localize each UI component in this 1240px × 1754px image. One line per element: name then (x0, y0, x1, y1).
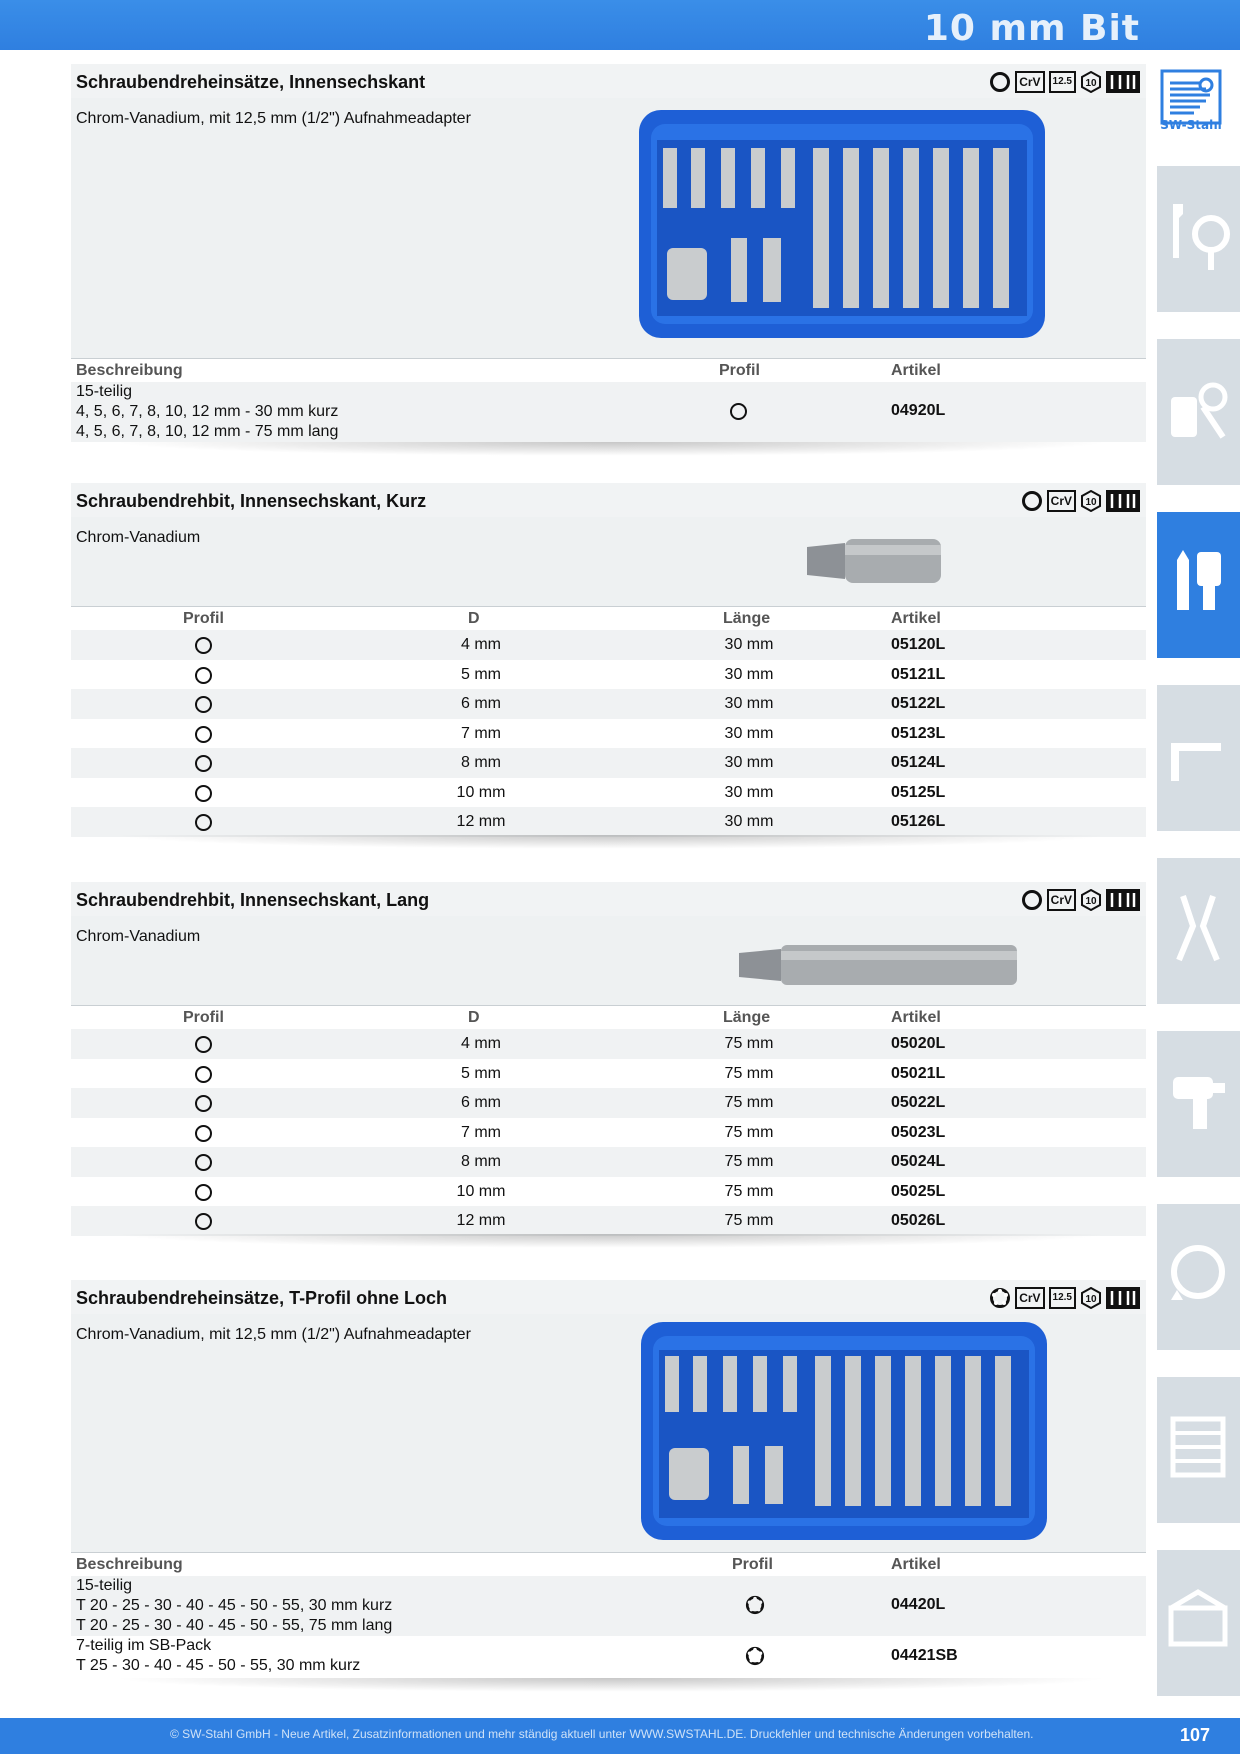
torx-profile-icon (745, 1595, 765, 1615)
tools-icon (1106, 1287, 1140, 1309)
long-bit-photo (737, 943, 1021, 987)
table-row (71, 1088, 1146, 1118)
table-header (71, 1005, 1146, 1029)
sidebar-tab-torque[interactable] (1157, 1204, 1240, 1350)
article-number: 05020L (891, 1035, 946, 1052)
row-description-line: T 25 - 30 - 40 - 45 - 50 - 55, 30 mm kurz (76, 1657, 361, 1674)
diameter-cell: 7 mm (461, 1123, 501, 1141)
hex-profile-icon (1021, 889, 1043, 911)
diameter-cell: 12 mm (456, 813, 506, 830)
hex-profile-icon (195, 1184, 212, 1201)
page-number: 107 (1179, 1725, 1210, 1745)
table-row (71, 1576, 1146, 1636)
section-description: Chrom-Vanadium (76, 928, 201, 945)
drive-size-icon: 12.5 (1049, 71, 1076, 93)
diameter-cell: 12 mm (456, 1212, 506, 1229)
diameter-cell: 5 mm (461, 1064, 501, 1082)
sidebar-tab-bits[interactable] (1157, 512, 1240, 658)
section-shadow (111, 1678, 1111, 1692)
hex-profile-icon (195, 696, 212, 713)
feature-icons (989, 70, 1140, 94)
length-cell: 75 mm (724, 1035, 774, 1052)
diameter-cell: 6 mm (461, 1094, 501, 1111)
diameter-cell: 10 mm (456, 783, 506, 801)
column-header-length: Länge (723, 610, 771, 627)
table-header (71, 358, 1146, 382)
section-hex-bit-long (71, 882, 1146, 1242)
row-description-line: T 20 - 25 - 30 - 40 - 45 - 50 - 55, 75 mm lang (76, 1617, 393, 1634)
section-body (71, 517, 1146, 606)
socket-icon (1163, 367, 1233, 447)
hex-profile-icon (195, 1213, 212, 1230)
column-header-length: Länge (723, 1009, 771, 1026)
section-header (71, 882, 1146, 916)
length-cell: 75 mm (724, 1153, 774, 1170)
diameter-cell: 4 mm (461, 1035, 501, 1052)
section-shadow (111, 835, 1111, 849)
table-row (71, 382, 1146, 442)
article-number: 05120L (891, 636, 946, 653)
hex-profile-icon (195, 785, 212, 802)
article-number: 05025L (891, 1182, 946, 1200)
row-description-line: 15-teilig (76, 1577, 133, 1594)
section-description: Chrom-Vanadium (76, 529, 201, 546)
row-description-line: 4, 5, 6, 7, 8, 10, 12 mm - 30 mm kurz (76, 403, 339, 420)
hex-profile-icon (195, 755, 212, 772)
table-row (71, 1118, 1146, 1148)
hex-profile-icon (730, 403, 747, 420)
section-body (71, 916, 1146, 1005)
sidebar-tab-sockets[interactable] (1157, 339, 1240, 485)
impact-wrench-icon (1163, 1059, 1233, 1139)
table-row (71, 1177, 1146, 1207)
pliers-icon (1163, 886, 1233, 966)
section-torx-socket-set (71, 1280, 1146, 1700)
column-header-profile: Profil (719, 362, 760, 379)
section-description: Chrom-Vanadium, mit 12,5 mm (1/2") Aufnahmeadapter (76, 110, 471, 127)
length-cell: 75 mm (724, 1064, 774, 1082)
length-cell: 30 mm (724, 636, 774, 653)
table-row (71, 689, 1146, 719)
hex-profile-icon (1021, 490, 1043, 512)
tools-icon (1106, 490, 1140, 512)
article-number: 04421SB (891, 1647, 958, 1664)
table-row (71, 1029, 1146, 1059)
table-row (71, 1636, 1146, 1678)
table-row (71, 1206, 1146, 1236)
sidebar-tab-keys[interactable] (1157, 685, 1240, 831)
hex-profile-icon (195, 1154, 212, 1171)
table-row (71, 1147, 1146, 1177)
tools-icon (1106, 889, 1140, 911)
torx-profile-icon (745, 1646, 765, 1666)
table-row (71, 660, 1146, 690)
row-description-line: T 20 - 25 - 30 - 40 - 45 - 50 - 55, 30 mm kurz (76, 1597, 393, 1614)
article-number: 05125L (891, 783, 946, 801)
diameter-cell: 7 mm (461, 724, 501, 742)
column-header-article: Artikel (891, 1009, 941, 1026)
column-header-d: D (468, 1009, 480, 1026)
length-cell: 30 mm (724, 724, 774, 742)
section-header (71, 1280, 1146, 1314)
article-number: 05121L (891, 665, 946, 683)
section-title: Schraubendreheinsätze, T-Profil ohne Loch (76, 1288, 448, 1308)
size-10-icon (1080, 490, 1102, 512)
hex-profile-icon (195, 814, 212, 831)
article-number: 05022L (891, 1094, 946, 1111)
feature-icons (1021, 489, 1140, 513)
diameter-cell: 8 mm (461, 1153, 501, 1170)
column-header-profile: Profil (183, 610, 224, 627)
drive-size-icon: 12.5 (1049, 1287, 1076, 1309)
torx-profile-icon (989, 1287, 1011, 1309)
section-hex-bit-short (71, 483, 1146, 843)
column-header-article: Artikel (891, 362, 941, 379)
section-description: Chrom-Vanadium, mit 12,5 mm (1/2") Aufnahmeadapter (76, 1326, 471, 1343)
crv-icon: CrV (1047, 889, 1076, 911)
diameter-cell: 5 mm (461, 665, 501, 683)
length-cell: 30 mm (724, 783, 774, 801)
hex-profile-icon (195, 1095, 212, 1112)
hex-key-icon (1163, 713, 1233, 793)
row-description-line: 15-teilig (76, 383, 133, 400)
table-header (71, 606, 1146, 630)
hex-profile-icon (195, 1125, 212, 1142)
column-header-profile: Profil (732, 1556, 773, 1573)
column-header-article: Artikel (891, 1556, 941, 1573)
footer (0, 1718, 1240, 1754)
column-header-d: D (468, 610, 480, 627)
sidebar-tab-hand-tools[interactable] (1157, 166, 1240, 312)
length-cell: 75 mm (724, 1123, 774, 1141)
table-row (71, 778, 1146, 808)
crv-icon: CrV (1015, 71, 1044, 93)
column-header-article: Artikel (891, 610, 941, 627)
svg-text:10: 10 (1085, 78, 1097, 89)
footer-copyright: © SW-Stahl GmbH - Neue Artikel, Zusatzinformationen und mehr ständig aktuell unter WWW.SWSTAHL.DE. Druckfehler und technische Änderungen vorbehalten. (170, 1727, 1034, 1741)
section-shadow (111, 442, 1111, 456)
svg-text:10: 10 (1085, 896, 1097, 907)
article-number: 05023L (891, 1123, 946, 1141)
section-hex-socket-set (71, 64, 1146, 454)
length-cell: 75 mm (724, 1212, 774, 1229)
length-cell: 30 mm (724, 813, 774, 830)
article-number: 04920L (891, 402, 946, 419)
length-cell: 75 mm (724, 1094, 774, 1111)
section-title: Schraubendreheinsätze, Innensechskant (76, 72, 426, 92)
section-header (71, 483, 1146, 517)
article-number: 05122L (891, 695, 946, 712)
crv-icon: CrV (1047, 490, 1076, 512)
tool-cabinet-icon (1163, 1405, 1233, 1485)
sidebar-tab-pliers[interactable] (1157, 858, 1240, 1004)
svg-text:10: 10 (1085, 497, 1097, 508)
section-title: Schraubendrehbit, Innensechskant, Lang (76, 890, 430, 910)
length-cell: 75 mm (724, 1182, 774, 1200)
size-10-icon (1080, 71, 1102, 93)
hex-profile-icon (989, 71, 1011, 93)
torque-icon (1163, 1232, 1233, 1312)
sidebar-tab-storage[interactable] (1157, 1377, 1240, 1523)
bit-icon (1163, 540, 1233, 620)
feature-icons (989, 1286, 1140, 1310)
table-header (71, 1552, 1146, 1576)
torx-set-case-photo (639, 1320, 1049, 1542)
article-number: 05021L (891, 1064, 946, 1082)
table-row (71, 719, 1146, 749)
svg-text:10: 10 (1085, 1294, 1097, 1305)
feature-icons (1021, 888, 1140, 912)
section-body (71, 98, 1146, 358)
logo-text: SW-Stahl (1160, 118, 1222, 132)
length-cell: 30 mm (724, 695, 774, 712)
diameter-cell: 4 mm (461, 636, 501, 653)
section-body (71, 1314, 1146, 1552)
page-title: 10 mm Bit (923, 8, 1140, 49)
tools-icon (1106, 71, 1140, 93)
article-number: 04420L (891, 1596, 946, 1613)
table-row (71, 807, 1146, 837)
article-number: 05026L (891, 1212, 946, 1229)
diameter-cell: 8 mm (461, 754, 501, 771)
sidebar-tab-pneumatic[interactable] (1157, 1031, 1240, 1177)
sidebar-tab-workshop[interactable] (1157, 1550, 1240, 1696)
article-number: 05124L (891, 754, 946, 771)
hex-profile-icon (195, 1066, 212, 1083)
table-row (71, 1059, 1146, 1089)
section-header (71, 64, 1146, 98)
row-description-line: 4, 5, 6, 7, 8, 10, 12 mm - 75 mm lang (76, 423, 339, 440)
size-10-icon (1080, 1287, 1102, 1309)
short-bit-photo (805, 537, 945, 585)
column-header-profile: Profil (183, 1009, 224, 1026)
length-cell: 30 mm (724, 754, 774, 771)
hex-profile-icon (195, 1036, 212, 1053)
article-number: 05126L (891, 813, 946, 830)
article-number: 05024L (891, 1153, 946, 1170)
column-header-description: Beschreibung (76, 1556, 183, 1573)
crv-icon: CrV (1015, 1287, 1044, 1309)
workshop-icon (1163, 1578, 1233, 1658)
length-cell: 30 mm (724, 665, 774, 683)
size-10-icon (1080, 889, 1102, 911)
column-header-description: Beschreibung (76, 362, 183, 379)
wrench-icon (1163, 194, 1233, 274)
diameter-cell: 10 mm (456, 1182, 506, 1200)
diameter-cell: 6 mm (461, 695, 501, 712)
hex-profile-icon (195, 726, 212, 743)
hex-profile-icon (195, 667, 212, 684)
bit-set-case-photo (637, 108, 1047, 340)
section-shadow (111, 1234, 1111, 1248)
table-row (71, 748, 1146, 778)
row-description-line: 7-teilig im SB-Pack (76, 1637, 212, 1654)
table-row (71, 630, 1146, 660)
article-number: 05123L (891, 724, 946, 742)
section-title: Schraubendrehbit, Innensechskant, Kurz (76, 491, 427, 511)
hex-profile-icon (195, 637, 212, 654)
